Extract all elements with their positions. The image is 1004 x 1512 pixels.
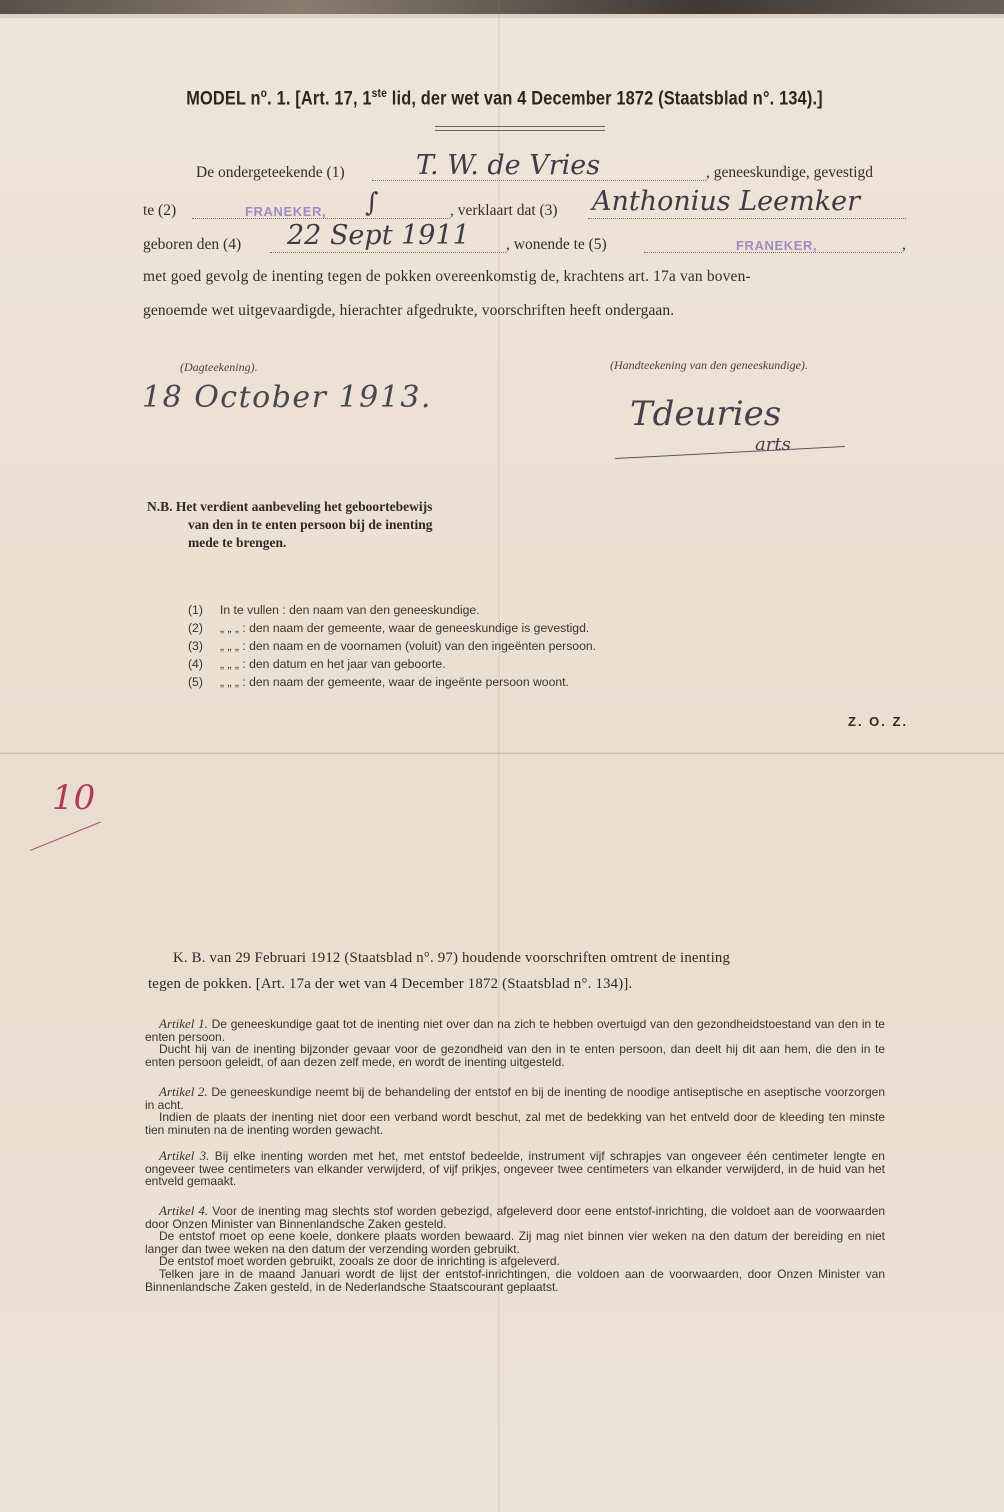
signature-underline <box>615 446 845 459</box>
pen-stroke: ∫ <box>365 188 379 218</box>
signature-title: arts <box>755 434 791 455</box>
nb-note <box>147 498 433 552</box>
article-label: Artikel 3. <box>159 1148 210 1163</box>
article-3: Artikel 3. Bij elke inenting worden met het, met entstof bedeelde, instrument vijf schrapjes van ongeveer één centimeter lengte en ongeveer twee centimeters van elkander verwijderd, of vijf prikjes, ongeveer twee centimeters van elkander verwijderd, in de huid van het entveld gemaakt. <box>145 1148 885 1189</box>
article-label: Artikel 4. <box>159 1203 209 1218</box>
form-line-3-label: geboren den (4) <box>143 236 242 253</box>
footnote: (4) „ „ „ : den datum en het jaar van geboorte. <box>188 657 446 671</box>
footnote: (5) „ „ „ : den naam der gemeente, waar de ingeënte persoon woont. <box>188 675 569 689</box>
form-dotted-field <box>270 252 506 253</box>
title-rule <box>435 130 605 131</box>
page-number-stroke <box>30 822 101 851</box>
article-4: Artikel 4. Voor de inenting mag slechts stof worden gebezigd, afgeleverd door eene entstof-inrichting, die voldoet aan de voorwaarden door Onzen Minister van Binnenlandsche Zaken gesteld. De entstof moet op eene koele, donkere plaats worden bewaard. Zij mag niet binnen vier weken na den datum der bereiding en niet langer dan twee weken na den datum der verzending worden gebruikt. De entstof moet worden gebruikt, zooals ze door de inrichting is afgeleverd. Telken jare in de maand Januari wordt de lijst der entstof-inrichtingen, die voldoen aan de voorwaarden, door Onzen Minister van Binnenlandsche Zaken gesteld, in de Nederlandsche Staatscourant geplaatst. <box>145 1203 885 1294</box>
page-number-handwritten: 10 <box>52 778 96 818</box>
horizontal-fold <box>0 752 1004 755</box>
turn-over-note: Z. O. Z. <box>848 714 909 729</box>
article-label: Artikel 2. <box>159 1084 208 1099</box>
form-line-2-middle: , verklaart dat (3) <box>450 202 558 219</box>
physician-signature: Tdeuries <box>630 394 782 434</box>
residence-stamp: FRANEKER, <box>736 238 818 253</box>
form-line-1-suffix: , geneeskundige, gevestigd <box>706 164 874 181</box>
footnote: (3) „ „ „ : den naam en de voornamen (voluit) van den ingeënten persoon. <box>188 639 597 653</box>
page-title: MODEL $n^o$. 1. [Art. 17, 1ste lid, der wet van 4 December 1872 (Staatsblad n°. 134).] <box>186 86 823 110</box>
form-line-3-suffix: , <box>902 236 906 253</box>
article-1: Artikel 1. De geneeskundige gaat tot de inenting niet over dan na zich te hebben overtuigd van den gezondheidstoestand van den in te enten persoon. Ducht hij van de inenting bijzonder gevaar voor de gezondheid van den in te enten persoon, dan deelt hij dit aan hem, die den in te enten persoon geleidt, of aan dezen zelf mede, en wordt de inenting uitgesteld. <box>145 1016 885 1069</box>
top-edge <box>0 0 1004 14</box>
form-line-4: met goed gevolg de inenting tegen de pokken overeenkomstig de, krachtens art. 17a van boven- <box>143 268 751 285</box>
footnote: (1) In te vullen : den naam van den geneeskundige. <box>188 603 480 617</box>
top-edge-strip <box>0 14 1004 18</box>
nb-line: N.B. Het verdient aanbeveling het geboortebewijs <box>147 499 433 514</box>
date-handwritten: 18 October 1913. <box>142 380 432 415</box>
form-line-3-middle: , wonende te (5) <box>506 236 607 253</box>
nb-line: van den in te enten persoon bij de inenting <box>188 517 433 532</box>
decree-heading-line-2: tegen de pokken. [Art. 17a der wet van 4 December 1872 (Staatsblad n°. 134)]. <box>148 976 633 992</box>
form-dotted-field <box>588 218 906 219</box>
nb-line: mede te brengen. <box>188 535 287 550</box>
physician-name-handwritten: T. W. de Vries <box>416 150 601 181</box>
decree-heading-line-1: K. B. van 29 Februari 1912 (Staatsblad n°. 97) houdende voorschriften omtrent de inenting <box>173 950 731 966</box>
title-rule <box>435 126 605 127</box>
date-label: (Dagteekening). <box>180 360 258 374</box>
article-2: Artikel 2. De geneeskundige neemt bij de behandeling der entstof en bij de inenting de noodige antiseptische en aseptische voorzorgen in acht. Indien de plaats der inenting niet door een verband wordt beschut, zal met de bedekking van het entveld door de kleeding ten minste tien minuten na de inenting worden gewacht. <box>145 1084 885 1137</box>
footnote: (2) „ „ „ : den naam der gemeente, waar de geneeskundige is gevestigd. <box>188 621 590 635</box>
vaccinated-person-name-handwritten: Anthonius Leemker <box>592 186 860 217</box>
signature-label: (Handteekening van den geneeskundige). <box>610 358 808 372</box>
footnotes <box>188 601 788 691</box>
form-line-2-label: te (2) <box>143 202 177 219</box>
birth-date-handwritten: 22 Sept 1911 <box>287 220 470 251</box>
form-line-5: genoemde wet uitgevaardigde, hierachter afgedrukte, voorschriften heeft ondergaan. <box>143 302 675 319</box>
form-line-1-label: De ondergeteekende (1) <box>196 164 345 181</box>
article-label: Artikel 1. <box>159 1016 208 1031</box>
municipality-stamp: FRANEKER, <box>245 204 327 219</box>
